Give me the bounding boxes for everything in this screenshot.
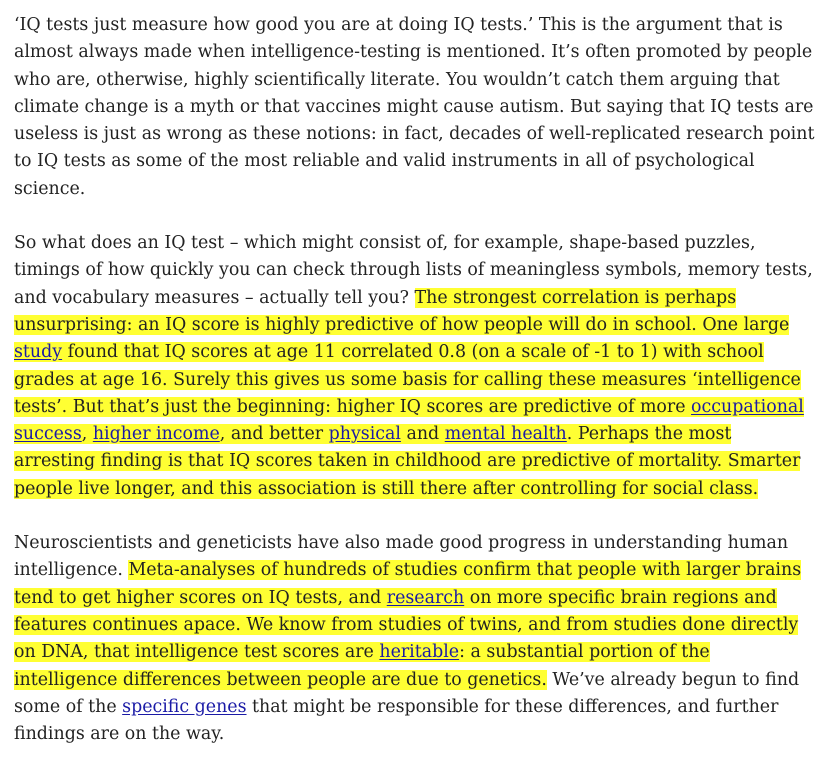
paragraph-3-intro: Neuroscientists and geneticists have also made good progress in understanding human intelligence. xyxy=(14,533,789,581)
highlight-text: , xyxy=(81,424,93,445)
highlight-text: on more specific brain regions and features continues apace. We know from studies of twins, and from studies done directly on DNA, that intelligence test scores are xyxy=(14,587,799,663)
highlight-text: Meta-analyses of hundreds of studies confirm that people with larger brains tend to get higher scores on IQ tests, and xyxy=(14,560,802,608)
highlight-text: found that IQ scores at age 11 correlated 0.8 (on a scale of -1 to 1) with school grades at age 16. Surely this gives us some basis for calling these measures ‘intelligence tests’. But that’s just the beginning: higher IQ scores are predictive of more xyxy=(14,342,801,417)
paragraph-3-text: We’ve already begun to find some of the xyxy=(14,669,800,717)
physical-link[interactable]: physical xyxy=(328,424,401,445)
paragraph-2 xyxy=(14,230,815,503)
highlight-text: and xyxy=(400,424,445,445)
higher-income-link[interactable]: higher income xyxy=(92,424,220,445)
paragraph-3 xyxy=(14,530,815,748)
specific-genes-link[interactable]: specific genes xyxy=(122,696,247,717)
highlighted-passage-1 xyxy=(14,288,804,499)
highlight-text: , and better xyxy=(219,424,329,445)
research-link[interactable]: research xyxy=(386,587,465,608)
highlight-text: : a substantial portion of the intelligence differences between people are due to genetics. xyxy=(14,642,710,690)
mental-health-link[interactable]: mental health xyxy=(444,424,567,445)
paragraph-1-text: ‘IQ tests just measure how good you are at doing IQ tests.’ This is the argument that is almost always made when intelligence-testing is mentioned. It’s often promoted by people who are, otherwise, highly scientifically literate. You wouldn’t catch them arguing that climate change is a myth or that vaccines might cause autism. But saying that IQ tests are useless is just as wrong as these notions: in fact, decades of well-replicated research point to IQ tests as some of the most reliable and valid instruments in all of psychological science. xyxy=(14,15,815,199)
study-link[interactable]: study xyxy=(14,342,63,363)
highlight-text: . Perhaps the most arresting finding is that IQ scores taken in childhood are predictive of mortality. Smarter people live longer, and this association is still there after controlling for social class. xyxy=(14,424,801,499)
paragraph-2-intro: So what does an IQ test – which might consist of, for example, shape-based puzzles, timings of how quickly you can check through lists of meaningless symbols, memory tests, and vocabulary measures – actually tell you? xyxy=(14,233,813,308)
paragraph-3-text: that might be responsible for these differences, and further findings are on the way. xyxy=(14,696,779,745)
occupational-success-link[interactable]: occupational success xyxy=(14,396,804,445)
highlight-text: The strongest correlation is perhaps unsurprising: an IQ score is highly predictive of how people will do in school. One large xyxy=(14,287,790,335)
paragraph-1 xyxy=(14,12,815,203)
heritable-link[interactable]: heritable xyxy=(379,642,460,663)
